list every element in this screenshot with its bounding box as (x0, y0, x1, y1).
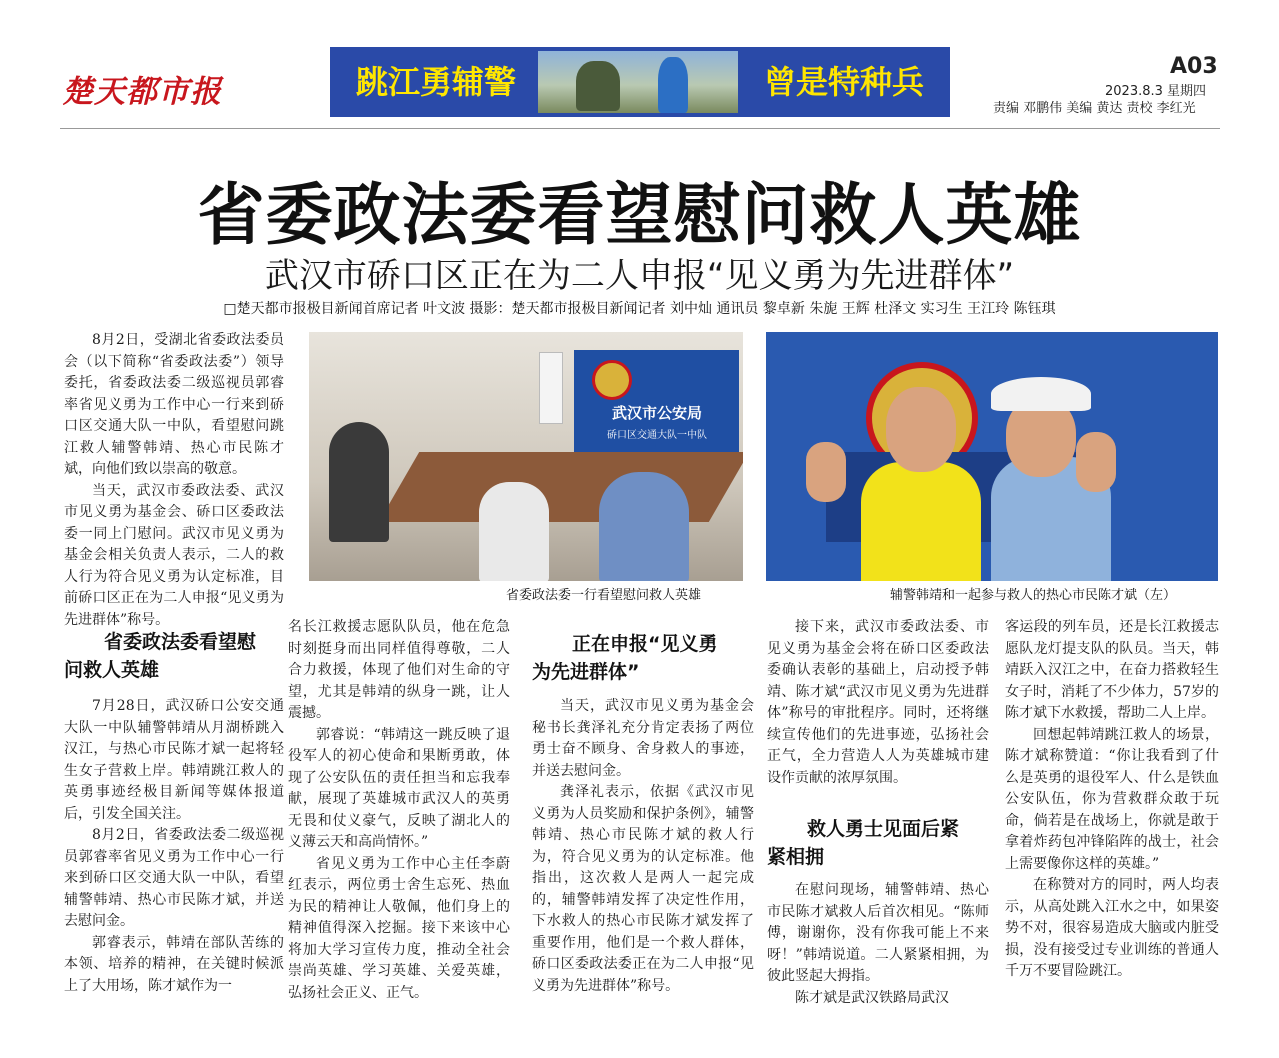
yellow-shirt-person (861, 462, 981, 581)
body-column-1 (64, 696, 284, 997)
paragraph: 回想起韩靖跳江救人的场景，陈才斌称赞道：“你让我看到了什么是英勇的退役军人、什么是铁血公安队伍，你为营救群众敢于玩命，倘若是在战场上，你就是敢于拿着炸药包冲锋陷阵的战士，社会上需要像你这样的英雄。” (1005, 726, 1219, 872)
byline: □楚天都市报极目新闻首席记者 叶文波 摄影：楚天都市报极目新闻记者 刘中灿 通讯员 黎卓新 朱旎 王辉 杜泽文 实习生 王江玲 陈钰琪 (223, 301, 1056, 317)
photo-meeting (309, 332, 743, 581)
body-column-2 (288, 617, 510, 1004)
editor-credits: 责编 邓鹏伟 美编 黄达 责校 李红光 (993, 101, 1196, 116)
headline: 省委政法委看望慰问救人英雄 (197, 176, 1082, 254)
section-heading-1 (64, 628, 284, 684)
police-sign-subtext: 硚口区交通大队一中队 (607, 430, 707, 441)
intro-column (64, 330, 284, 631)
thumbs-up-hand (806, 442, 846, 502)
police-sign-board (574, 350, 739, 460)
paragraph: 接下来，武汉市委政法委、市见义勇为基金会将在硚口区委政法委确认表彰的基础上，启动授予韩靖、陈才斌“武汉市见义勇为先进群体”称号的审批程序。同时，还将继续宣传他们的先进事迹，弘扬社会正气，全力营造人人为英雄城市建设作贡献的浓厚氛围。 (767, 619, 989, 786)
police-sign-text: 武汉市公安局 (611, 404, 702, 422)
body-column-4-bottom (767, 880, 989, 1009)
body-column-4-top (767, 617, 989, 789)
police-cap (991, 377, 1091, 411)
header-banner (330, 47, 950, 117)
banner-figure-runner (658, 57, 688, 113)
paragraph: 龚泽礼表示，依据《武汉市见义勇为人员奖励和保护条例》，辅警韩靖、热心市民陈才斌的救人行为，符合见义勇为的认定标准。他指出，这次救人是两人一起完成的，辅警韩靖发挥了决定性作用，下水救人的热心市民陈才斌发挥了重要作用，他们是一个救人群体，硚口区委政法委正在为二人申报“见义勇为先进群体”称号。 (532, 784, 754, 994)
photo-caption-1: 省委政法委一行看望慰问救人英雄 (506, 588, 702, 603)
photo-heroes (766, 332, 1218, 581)
air-conditioner (539, 352, 563, 424)
paragraph: 7月28日，武汉硚口公安交通大队一中队辅警韩靖从月湖桥跳入汉江，与热心市民陈才斌一起将轻生女子营救上岸。韩靖跳江救人的英勇事迹经极目新闻等媒体报道后，引发全国关注。 (64, 698, 284, 822)
header-divider (60, 128, 1220, 129)
paragraph: 省见义勇为工作中心主任李蔚红表示，两位勇士舍生忘死、热血为民的精神让人敬佩，他们身上的精神值得深入挖掘。接下来该中心将加大学习宣传力度，推动全社会崇尚英雄、学习英雄、关爱英雄，弘扬社会正义、正气。 (288, 855, 510, 1001)
paragraph: 客运段的列车员，还是长江救援志愿队龙灯提支队的队员。当天，韩靖跃入汉江之中，在奋力搭救轻生女子时，消耗了不少体力，57岁的陈才斌下水救援，帮助二人上岸。 (1005, 619, 1219, 721)
body-column-5 (1005, 617, 1219, 983)
section-heading-3 (767, 815, 989, 871)
section-heading-2 (532, 630, 754, 686)
banner-photo (538, 51, 738, 113)
thumbs-up-hand (1076, 432, 1116, 492)
face (886, 387, 956, 472)
paragraph: 在称赞对方的同时，两人均表示，从高处跳入江水之中，如果姿势不对，很容易造成大脑或内脏受损，没有接受过专业训练的普通人千万不要冒险跳江。 (1005, 877, 1219, 979)
banner-left-text: 跳江勇辅警 (355, 63, 516, 101)
section-heading-3-line2: 紧相拥 (767, 846, 825, 868)
person-silhouette (329, 422, 389, 542)
photo-caption-2: 辅警韩靖和一起参与救人的热心市民陈才斌（左） (890, 588, 1177, 603)
body-column-3 (532, 696, 754, 997)
banner-right-text: 曾是特种兵 (763, 63, 924, 101)
banner-figure-soldier (576, 61, 620, 111)
paragraph: 8月2日，省委政法委二级巡视员郭睿率省见义勇为工作中心一行来到硚口区交通大队一中队，看望辅警韩靖、热心市民陈才斌，并送去慰问金。 (64, 827, 284, 929)
masthead-logo: 楚天都市报 (62, 74, 222, 110)
issue-date: 2023.8.3 星期四 (1105, 84, 1207, 99)
paragraph: 郭睿说：“韩靖这一跳反映了退役军人的初心使命和果断勇敢，体现了公安队伍的责任担当和忘我奉献，展现了英雄城市武汉人的英勇无畏和仗义豪气，反映了湖北人的义薄云天和高尚情怀。” (288, 726, 510, 850)
section-heading-1-line2: 问救人英雄 (64, 659, 160, 681)
intro-paragraph-2: 当天，武汉市委政法委、武汉市见义勇为基金会、硚口区委政法委一同上门慰问。武汉市见义勇为基金会相关负责人表示，二人的救人行为符合见义勇为认定标准，目前硚口区正在为二人申报“见义勇为先进群体”称号。 (64, 482, 284, 628)
paragraph: 在慰问现场，辅警韩靖、热心市民陈才斌救人后首次相见。“陈师傅，谢谢你，没有你我可能上不来呀！”韩靖说道。二人紧紧相拥，为彼此竖起大拇指。 (767, 882, 989, 984)
page-number: A03 (1170, 54, 1218, 79)
section-heading-2-line2: 为先进群体” (532, 661, 640, 683)
subheadline: 武汉市硚口区正在为二人申报“见义勇为先进群体” (264, 256, 1015, 296)
paragraph: 名长江救援志愿队队员，他在危急时刻挺身而出同样值得尊敬，二人合力救援，体现了他们对生命的守望，尤其是韩靖的纵身一跳，让人震撼。 (288, 619, 510, 721)
paragraph: 当天，武汉市见义勇为基金会秘书长龚泽礼充分肯定表扬了两位勇士奋不顾身、舍身救人的事迹，并送去慰问金。 (532, 698, 754, 779)
paragraph: 陈才斌是武汉铁路局武汉 (795, 989, 949, 1006)
intro-paragraph-1: 8月2日，受湖北省委政法委员会（以下简称“省委政法委”）领导委托，省委政法委二级巡视员郭睿率省见义勇为工作中心一行来到硚口区交通大队一中队，看望慰问跳江救人辅警韩靖、热心市民陈才斌，向他们致以崇高的敬意。 (64, 332, 284, 477)
police-emblem-icon (592, 360, 632, 400)
section-heading-2-line1: 正在申报“见义勇 (572, 633, 718, 655)
person-silhouette (479, 482, 549, 581)
section-heading-3-line1: 救人勇士见面后紧 (807, 818, 960, 840)
paragraph: 郭睿表示，韩靖在部队苦练的本领、培养的精神，在关键时候派上了大用场，陈才斌作为一 (64, 934, 284, 994)
section-heading-1-line1: 省委政法委看望慰 (104, 631, 257, 653)
person-silhouette (599, 472, 689, 581)
